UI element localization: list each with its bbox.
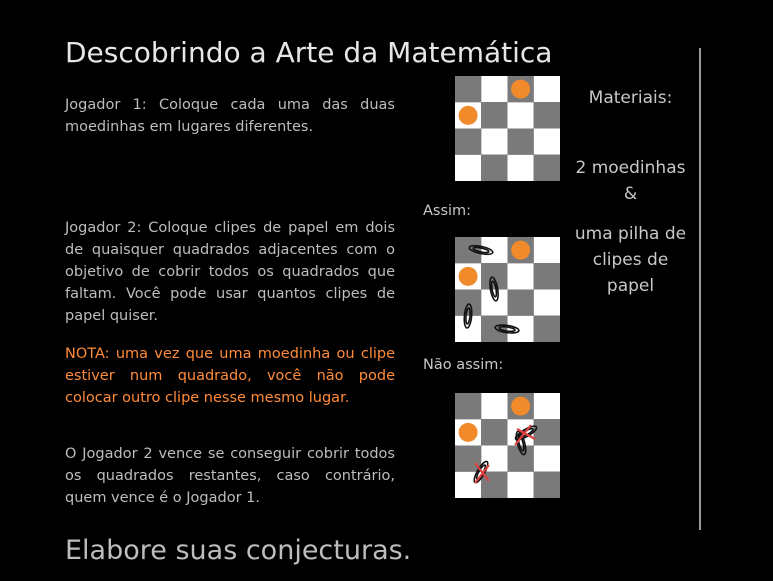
- board-initial: [455, 76, 560, 181]
- board-incorrect: [455, 393, 560, 498]
- player2-instructions: Jogador 2: Coloque clipes de papel em dois de quaisquer quadrados adjacentes com o objetivo de cobrir todos os quadrados que faltam. Você pode usar quantos clipes de papel quiser.: [65, 220, 395, 324]
- coin-icon: [511, 397, 530, 416]
- board-square: [481, 393, 507, 419]
- board-square: [534, 446, 560, 472]
- board-square: [508, 102, 534, 128]
- board-square: [455, 316, 481, 342]
- vertical-divider: [699, 48, 701, 530]
- board-square: [455, 129, 481, 155]
- board-square: [534, 472, 560, 498]
- board-square: [481, 102, 507, 128]
- conjecture-heading: Elabore suas conjecturas.: [65, 535, 412, 566]
- board-correct: [455, 237, 560, 342]
- coin-icon: [459, 267, 478, 286]
- caption-nao-assim: Não assim:: [423, 357, 504, 373]
- coin-icon: [511, 241, 530, 260]
- board-square: [481, 290, 507, 316]
- player1-instructions: Jogador 1: Coloque cada uma das duas moedinhas em lugares diferentes.: [65, 97, 395, 135]
- board-square: [481, 76, 507, 102]
- coin-icon: [511, 80, 530, 99]
- board-square: [508, 263, 534, 289]
- board-square: [534, 263, 560, 289]
- board-square: [481, 263, 507, 289]
- board-square: [534, 290, 560, 316]
- board-square: [455, 393, 481, 419]
- materials-heading: Materiais:: [588, 88, 673, 108]
- page-title: Descobrindo a Arte da Matemática: [65, 36, 553, 69]
- board-square: [508, 316, 534, 342]
- board-square: [455, 446, 481, 472]
- board-square: [534, 237, 560, 263]
- checkerboard: [455, 76, 560, 181]
- board-square: [508, 290, 534, 316]
- board-square: [508, 129, 534, 155]
- board-square: [481, 237, 507, 263]
- board-square: [534, 316, 560, 342]
- caption-assim: Assim:: [423, 203, 472, 219]
- coin-icon: [459, 423, 478, 442]
- board-square: [508, 472, 534, 498]
- board-square: [534, 102, 560, 128]
- materials-coins: 2 moedinhas: [575, 158, 686, 178]
- note-text: NOTA: uma vez que uma moedinha ou clipe estiver num quadrado, você não pode colocar outro clipe nesse mesmo lugar.: [65, 346, 395, 406]
- board-square: [455, 237, 481, 263]
- board-square: [481, 155, 507, 181]
- board-square: [455, 290, 481, 316]
- board-square: [534, 393, 560, 419]
- win-condition-text: O Jogador 2 vence se conseguir cobrir todos os quadrados restantes, caso contrário, quem vence é o Jogador 1.: [65, 446, 395, 506]
- materials-ampersand: &: [623, 184, 638, 204]
- board-square: [455, 76, 481, 102]
- board-square: [481, 129, 507, 155]
- coin-icon: [459, 106, 478, 125]
- board-square: [534, 129, 560, 155]
- board-square: [534, 155, 560, 181]
- board-square: [481, 316, 507, 342]
- board-square: [534, 76, 560, 102]
- materials-clips: uma pilha de clipes de papel: [574, 224, 687, 296]
- board-square: [481, 419, 507, 445]
- checkerboard: [455, 393, 560, 498]
- board-square: [534, 419, 560, 445]
- board-square: [455, 155, 481, 181]
- board-square: [508, 155, 534, 181]
